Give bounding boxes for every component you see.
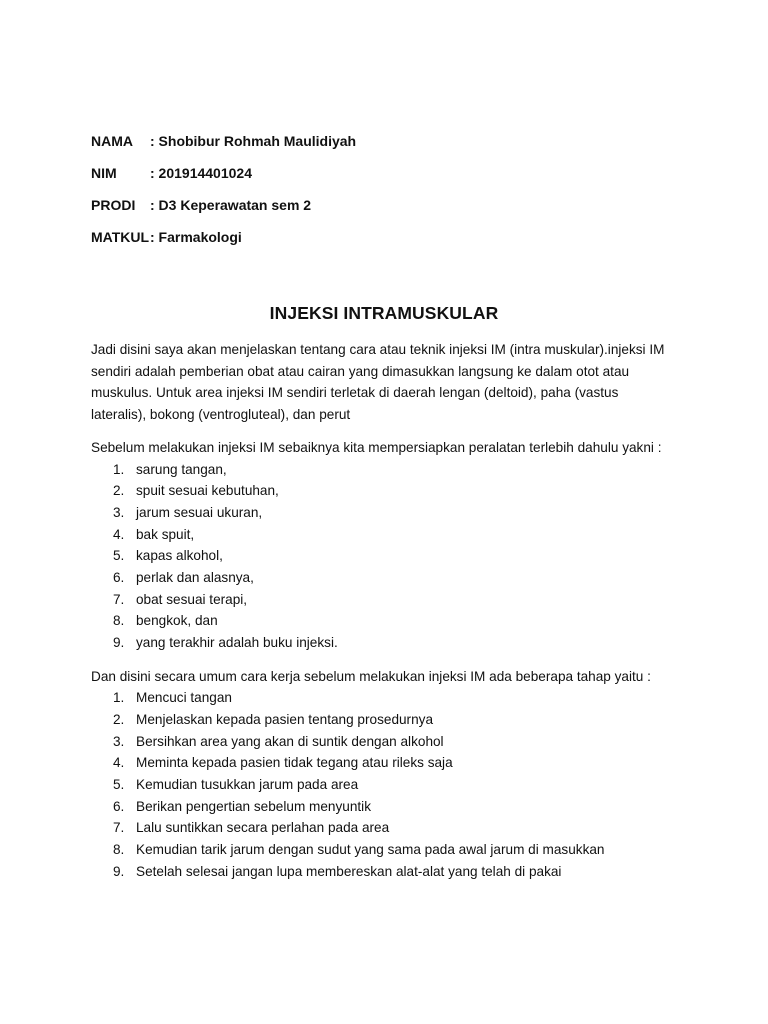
list-number: 2. bbox=[113, 711, 125, 727]
list-text: perlak dan alasnya, bbox=[136, 569, 254, 585]
list-text: jarum sesuai ukuran, bbox=[136, 504, 263, 520]
list-number: 1. bbox=[113, 690, 125, 706]
list-item bbox=[91, 752, 691, 774]
list-number: 7. bbox=[113, 820, 125, 836]
info-row-nim bbox=[91, 165, 356, 197]
list-number: 7. bbox=[113, 591, 125, 607]
equipment-list bbox=[91, 459, 691, 654]
list-text: bengkok, dan bbox=[136, 613, 218, 629]
list-text: Mencuci tangan bbox=[136, 690, 232, 706]
info-row-matkul bbox=[91, 229, 356, 261]
equipment-lead: Sebelum melakukan injeksi IM sebaiknya kita mempersiapkan peralatan terlebih dahulu yakni : bbox=[91, 440, 662, 455]
list-item bbox=[91, 610, 691, 632]
list-number: 6. bbox=[113, 798, 125, 814]
info-label: NIM bbox=[91, 165, 117, 181]
list-item bbox=[91, 687, 691, 709]
list-item bbox=[91, 632, 691, 654]
list-item bbox=[91, 796, 691, 818]
info-label: MATKUL bbox=[91, 229, 150, 245]
steps-list bbox=[91, 687, 691, 882]
intro-line: Jadi disini saya akan menjelaskan tentang cara atau teknik injeksi IM (intra muskular).injeksi IM bbox=[91, 342, 665, 357]
info-value: : Shobibur Rohmah Maulidiyah bbox=[150, 133, 357, 149]
list-text: Meminta kepada pasien tidak tegang atau rileks saja bbox=[136, 755, 453, 771]
student-info bbox=[91, 133, 356, 261]
list-text: Setelah selesai jangan lupa membereskan alat-alat yang telah di pakai bbox=[136, 863, 562, 879]
list-item bbox=[91, 589, 691, 611]
list-number: 9. bbox=[113, 863, 125, 879]
intro-line: muskulus. Untuk area injeksi IM sendiri terletak di daerah lengan (deltoid), paha (vastus bbox=[91, 385, 619, 400]
steps-lead: Dan disini secara umum cara kerja sebelum melakukan injeksi IM ada beberapa tahap yaitu : bbox=[91, 668, 651, 684]
info-value: : D3 Keperawatan sem 2 bbox=[150, 197, 312, 213]
document-body bbox=[91, 339, 691, 882]
list-text: Bersihkan area yang akan di suntik dengan alkohol bbox=[136, 733, 444, 749]
list-number: 4. bbox=[113, 755, 125, 771]
list-text: kapas alkohol, bbox=[136, 548, 223, 564]
intro-line: sendiri adalah pemberian obat atau cairan yang dimasukkan langsung ke dalam otot atau bbox=[91, 363, 630, 379]
list-item bbox=[91, 709, 691, 731]
list-number: 5. bbox=[113, 548, 125, 564]
list-text: Kemudian tarik jarum dengan sudut yang sama pada awal jarum di masukkan bbox=[136, 842, 605, 857]
list-item bbox=[91, 480, 691, 502]
list-number: 3. bbox=[113, 733, 125, 749]
list-number: 3. bbox=[113, 504, 125, 520]
list-item bbox=[91, 817, 691, 839]
list-text: bak spuit, bbox=[136, 526, 195, 542]
list-text: Kemudian tusukkan jarum pada area bbox=[136, 776, 359, 792]
list-item bbox=[91, 502, 691, 524]
list-text: Menjelaskan kepada pasien tentang prosedurnya bbox=[136, 711, 434, 727]
list-item bbox=[91, 459, 691, 481]
list-number: 8. bbox=[113, 842, 125, 857]
list-number: 8. bbox=[113, 613, 125, 629]
info-label: NAMA bbox=[91, 133, 133, 149]
list-number: 2. bbox=[113, 483, 125, 499]
list-text: yang terakhir adalah buku injeksi. bbox=[136, 635, 338, 650]
document-title: INJEKSI INTRAMUSKULAR bbox=[269, 303, 499, 323]
list-number: 6. bbox=[113, 569, 125, 585]
list-item bbox=[91, 839, 691, 861]
list-text: Lalu suntikkan secara perlahan pada area bbox=[136, 820, 390, 836]
intro-paragraph bbox=[91, 339, 691, 425]
list-item bbox=[91, 861, 691, 883]
list-text: Berikan pengertian sebelum menyuntik bbox=[136, 798, 372, 814]
info-row-nama bbox=[91, 133, 356, 165]
info-value: : Farmakologi bbox=[150, 229, 242, 245]
list-number: 5. bbox=[113, 776, 125, 792]
intro-line: lateralis), bokong (ventrogluteal), dan perut bbox=[91, 406, 351, 422]
list-item bbox=[91, 545, 691, 567]
list-number: 9. bbox=[113, 635, 125, 650]
list-text: sarung tangan, bbox=[136, 461, 227, 477]
info-label: PRODI bbox=[91, 197, 136, 213]
info-value: : 201914401024 bbox=[150, 165, 252, 181]
list-text: spuit sesuai kebutuhan, bbox=[136, 483, 279, 499]
info-row-prodi bbox=[91, 197, 356, 229]
list-item bbox=[91, 524, 691, 546]
list-number: 4. bbox=[113, 526, 125, 542]
list-item bbox=[91, 731, 691, 753]
list-number: 1. bbox=[113, 461, 125, 477]
list-text: obat sesuai terapi, bbox=[136, 591, 248, 607]
list-item bbox=[91, 567, 691, 589]
list-item bbox=[91, 774, 691, 796]
